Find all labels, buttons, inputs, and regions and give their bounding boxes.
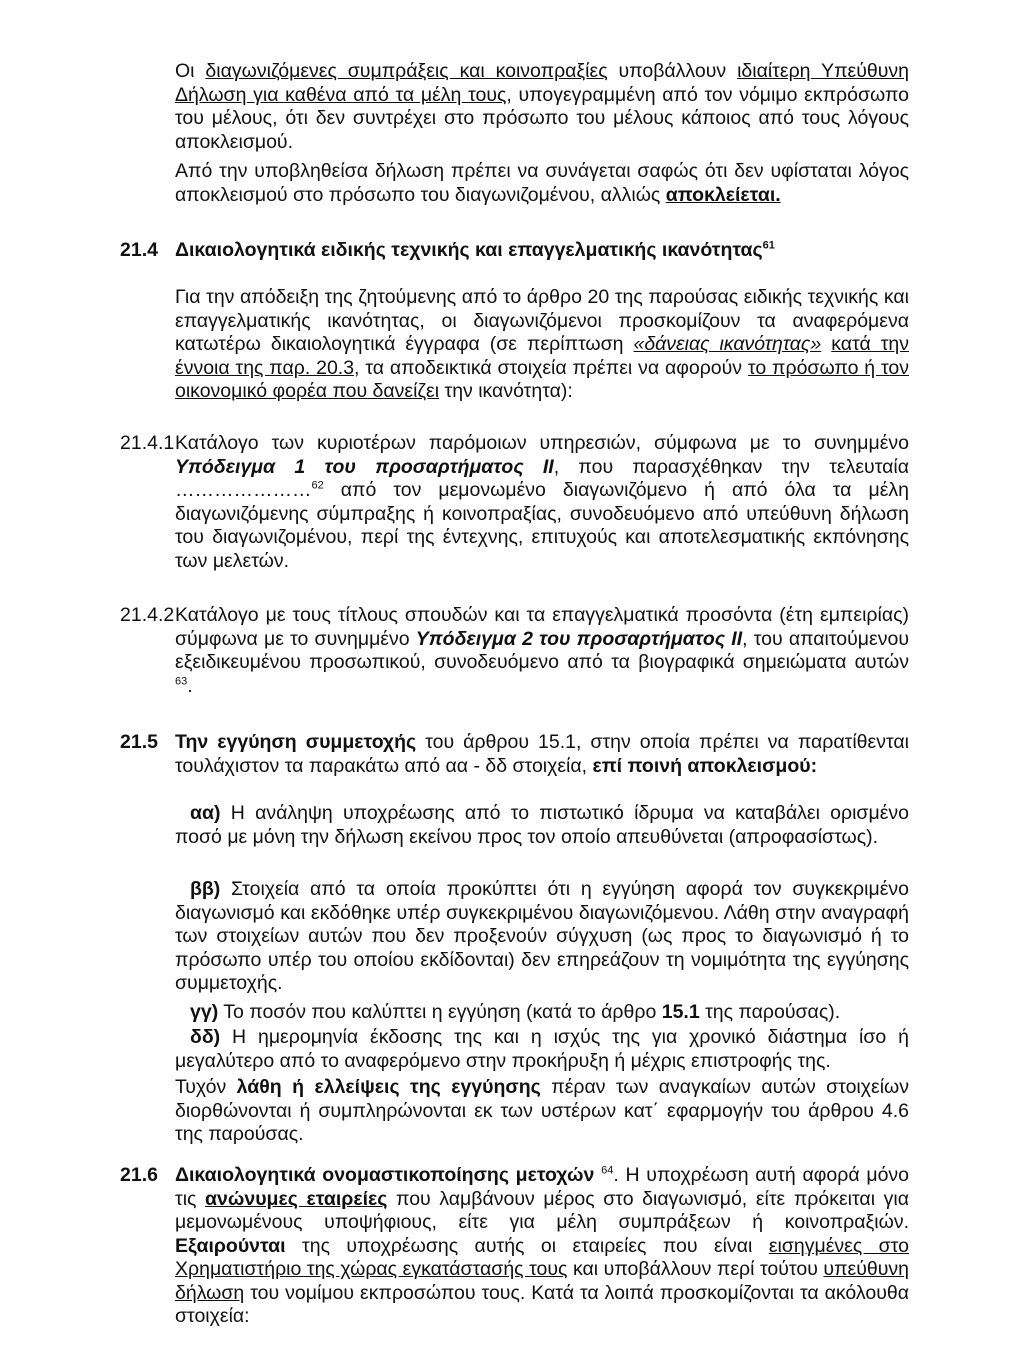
text-run: και υποβάλλουν περί τούτου (567, 1258, 824, 1280)
text-run: . Η υποχρέωση αυτή αφορά μόνο τις (175, 1164, 910, 1210)
section-21-5-number: 21.5 (120, 731, 158, 753)
section-21-4-1-number: 21.4.1 (120, 432, 175, 454)
section-21-5-item-aa (175, 802, 909, 849)
text-run: διαγωνιζόμενες συμπράξεις και κοινοπραξίες (205, 60, 608, 82)
text-run: του άρθρου 15.1, στην οποία πρέπει να παρατίθενται τουλάχιστον τα παρακάτω από αα - δδ στοιχεία, (175, 731, 909, 777)
text-run: πέραν των αναγκαίων αυτών στοιχείων διορθώνονται ή συμπληρώνονται εκ των υστέρων κατ΄ εφαρμογήν του άρθρου 4.6 της παρούσας. (175, 1076, 909, 1145)
section-21-5-intro (175, 731, 909, 778)
text-run: ιδιαίτερη Υπεύθυνη Δήλωση για καθένα από τα μέλη τους, (175, 60, 910, 106)
text-run: Τυχόν (175, 1076, 237, 1098)
intro-paragraph-1 (175, 60, 909, 154)
text-run: ανώνυμες εταιρείες (205, 1187, 388, 1210)
text-run: της παρούσας). (699, 1001, 841, 1023)
text-run: Δικαιολογητικά ονομαστικοποίησης μετοχών (175, 1164, 595, 1186)
text-run: Στοιχεία από τα οποία προκύπτει ότι η εγγύηση αφορά τον συγκεκριμένο διαγωνισμό και εκδόθηκε υπέρ συγκεκριμένου διαγωνιζόμενου. Λάθη στην αναγραφή των στοιχείων αυτών που δεν προξενούν σύγχυση (ως προς το διαγωνισμό ή το πρόσωπο υπέρ του οποίου εκδίδονται) δεν επηρεάζουν τη νομιμότητα της εγγύησης συμμετοχής. (175, 878, 909, 994)
section-21-4-1-body (175, 432, 909, 573)
text-run: λάθη ή ελλείψεις της εγγύησης (236, 1076, 541, 1098)
text-run: εισηγμένες στο Χρηματιστήριο της χώρας εγκατάστασής τους (175, 1234, 909, 1280)
text-run: Εξαιρούνται (175, 1234, 286, 1257)
section-21-4-number: 21.4 (120, 239, 158, 261)
text-run: 64 (601, 1164, 614, 1177)
text-run: που λαμβάνουν μέρος στο διαγωνισμό, είτε πρόκειται για μεμονωμένους υποψήφιους, είτε για μέλη συμπράξεων ή κοινοπραξιών. (175, 1187, 910, 1233)
section-21-6-number: 21.6 (120, 1164, 158, 1186)
text-run: 15.1 (661, 1001, 700, 1023)
text-run: Το ποσόν που καλύπτει η εγγύηση (κατά το άρθρο (218, 1001, 662, 1023)
text-run: υπογεγραμμένη από τον νόμιμο εκπρόσωπο του μέλους, ότι δεν συντρέχει στο πρόσωπο του μέλους κάποιος από τους λόγους αποκλεισμού. (175, 83, 909, 153)
text-run: αποκλείεται. (665, 183, 781, 206)
text-run: του νομίμου εκπροσώπου τους. Κατά τα λοιπά προσκομίζονται τα ακόλουθα στοιχεία: (175, 1281, 909, 1327)
text-run: Για την απόδειξη της ζητούμενης από το άρθρο 20 της παρούσας ειδικής τεχνικής και επαγγελματικής ικανότητας, οι διαγωνιζόμενοι προσκομίζουν τα αναφερόμενα κατωτέρω δικαιολογητικά έγγραφα (σε περίπτωση (175, 286, 909, 355)
text-run: . (187, 674, 193, 697)
text-run: δδ) (190, 1026, 221, 1048)
section-21-4-2-number: 21.4.2 (120, 604, 175, 626)
text-run: Από την υποβληθείσα δήλωση πρέπει να συνάγεται σαφώς ότι δεν υφίσταται λόγος αποκλεισμού στο πρόσωπο του διαγωνιζομένου, αλλιώς (175, 160, 909, 206)
section-21-4-2-body (175, 604, 909, 698)
section-21-4-body (175, 286, 909, 404)
text-run: αα) (190, 802, 221, 824)
section-21-5-item-gg (175, 1001, 909, 1025)
text-run: Η ανάληψη υποχρέωσης από το πιστωτικό ίδρυμα να καταβάλει ορισμένο ποσό με μόνη την δήλωση εκείνου προς τον οποίο απευθύνεται (απροφασίστως). (175, 802, 909, 848)
text-run: την ικανότητα): (439, 380, 573, 402)
text-run: κατά την έννοια της παρ. 20.3, (175, 333, 909, 379)
text-run: Οι (175, 60, 206, 82)
text-run: το πρόσωπο ή τον οικονομικό φορέα που δανείζει (175, 356, 909, 402)
section-21-5-item-bb (175, 878, 909, 996)
section-21-4-title: Δικαιολογητικά ειδικής τεχνικής και επαγγελματικής ικανότητας$^{61}$ (175, 239, 775, 261)
section-21-5-errors (175, 1076, 909, 1147)
text-run: από τον μεμονωμένο διαγωνιζόμενο ή από όλα τα μέλη διαγωνιζόμενης σύμπραξης ή κοινοπραξίας, συνοδευόμενο από υπεύθυνη δήλωση του διαγωνιζομένου, περί της έντεχνης, επιτυχούς και αποτελεσματικής εκπόνησης των μελετών. (175, 479, 909, 572)
text-run: Την εγγύηση συμμετοχής (175, 731, 417, 753)
text-run: γγ) (190, 1001, 219, 1023)
text-run: επί ποινή αποκλεισμού: (592, 754, 818, 777)
text-run (821, 333, 831, 355)
text-run: Υπόδειγμα 2 του προσαρτήματος ΙΙ (415, 627, 743, 650)
intro-paragraph-2 (175, 160, 909, 207)
text-run: Κατάλογο με τους τίτλους σπουδών και τα επαγγελματικά προσόντα (έτη εμπειρίας) σύμφωνα με το συνημμένο (175, 604, 909, 650)
text-run: ββ) (190, 878, 221, 900)
text-run: της υποχρέωσης αυτής οι εταιρείες που είναι (285, 1234, 769, 1257)
text-run: 63 (175, 675, 188, 687)
section-21-5-item-dd (175, 1026, 909, 1073)
text-run: Η ημερομηνία έκδοσης της και η ισχύς της για χρονικό διάστημα ίσο ή μεγαλύτερο από το αναφερόμενο στην προκήρυξη ή μέχρις επιστροφής της. (175, 1026, 909, 1072)
text-run: Υπόδειγμα 1 του προσαρτήματος ΙΙ (175, 455, 554, 478)
text-run: τα αποδεικτικά στοιχεία πρέπει να αφορούν (359, 356, 748, 379)
text-run: «δάνειας ικανότητας» (633, 333, 822, 355)
text-run: , που παρασχέθηκαν την τελευταία ………………… (175, 455, 910, 501)
section-21-6-body (175, 1164, 909, 1329)
text-run: , του απαιτούμενου εξειδικευμένου προσωπικού, συνοδευόμενο από τα βιογραφικά σημειώματα αυτών (175, 627, 909, 673)
text-run: υπεύθυνη δήλωση (175, 1258, 910, 1304)
text-run: 62 (311, 479, 324, 492)
text-run: υποβάλλουν (607, 60, 738, 82)
text-run: Κατάλογο των κυριοτέρων παρόμοιων υπηρεσιών, σύμφωνα με το συνημμένο (175, 432, 909, 454)
